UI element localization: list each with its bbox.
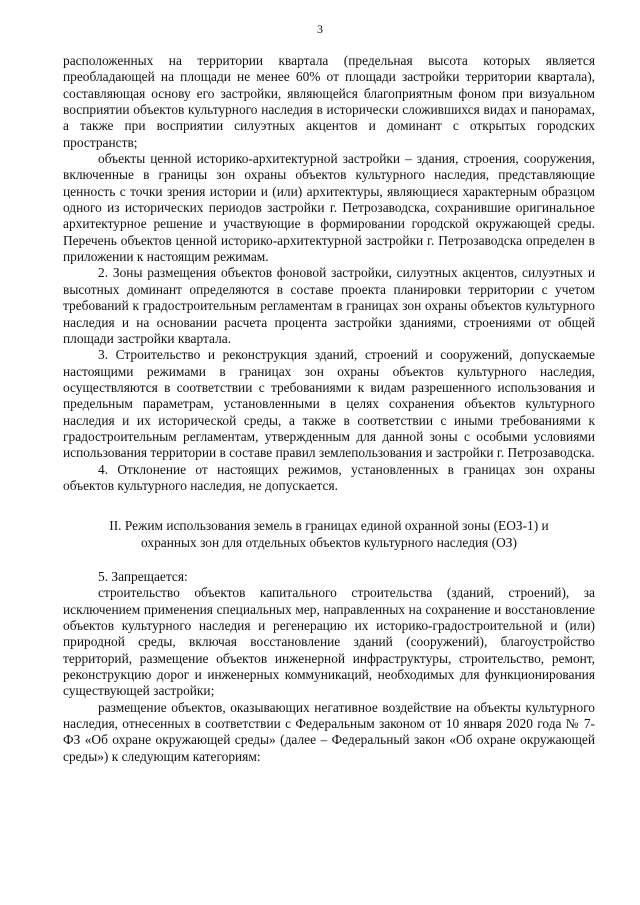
- paragraph-item-5: 5. Запрещается:: [98, 568, 188, 584]
- paragraph-prohibition-placement: размещение объектов, оказывающих негативное воздействие на объекты культурного наследия, отнесенных в соответствии с Федеральным законом от 10 января 2020 года № 7-ФЗ «Об охране окружающей среды» (далее – Федеральный закон «Об охране окружающей среды») к следующим категориям:: [63, 699, 595, 764]
- paragraph-valuable-buildings: объекты ценной историко-архитектурной застройки – здания, строения, сооружения, включенные в границы зон охраны объектов культурного наследия, представляющие ценность с точки зрения истории и (или) архитектуры, являющиеся характерным образцом одного из исторических периодов застройки г. Петрозаводска, сохранившие оригинальное архитектурное решение и участвующие в формировании городской окружающей среды. Перечень объектов ценной историко-архитектурной застройки г. Петрозаводска определен в приложении к настоящим режимам.: [63, 151, 595, 265]
- section-heading-line-2: охранных зон для отдельных объектов культурного наследия (ОЗ): [141, 534, 517, 550]
- section-heading-line-1: II. Режим использования земель в границах единой охранной зоны (ЕОЗ-1) и: [109, 518, 549, 534]
- paragraph-item-3: 3. Строительство и реконструкция зданий, строений и сооружений, допускаемые настоящими режимами в границах зон охраны объектов культурного наследия, осуществляются в соответствии с требованиями к видам разрешенного использования и предельным параметрам, установленными в целях сохранения объектов культурного наследия и их исторической среды, а также в соответствии с иными требованиями к градостроительным регламентам, утвержденным для данной зоны с особыми условиями использования территории в составе правил землепользования и застройки г. Петрозаводска.: [63, 347, 595, 461]
- section-heading: [63, 518, 595, 551]
- paragraph-continuation: расположенных на территории квартала (предельная высота которых является преобладающей на площади не менее 60% от площади застройки территории квартала), составляющая основу его застройки, являющейся благоприятным фоном при визуальном восприятии объектов культурного наследия в исторически сложившихся видах и панорамах, а также при восприятии силуэтных акцентов и доминант с открытых городских пространств;: [63, 53, 595, 150]
- paragraph-item-4: 4. Отклонение от настоящих режимов, установленных в границах зон охраны объектов культурного наследия, не допускается.: [63, 461, 595, 493]
- document-body: [63, 53, 595, 765]
- paragraph-item-2: 2. Зоны размещения объектов фоновой застройки, силуэтных акцентов, силуэтных и высотных доминант определяются в составе проекта планировки территории с учетом требований к градостроительным регламентам в границах зон охраны объектов культурного наследия и на основании расчета процента застройки зданиями, строениями от общей площади застройки квартала.: [63, 265, 595, 346]
- paragraph-prohibition-construction: строительство объектов капитального строительства (зданий, строений), за исключением применения специальных мер, направленных на сохранение и восстановление объектов культурного наследия и регенерацию их историко-градостроительной и (или) природной среды, включая восстановление зданий (сооружений), благоустройство территорий, размещение объектов инженерной инфраструктуры, строительство, ремонт, реконструкцию дорог и инженерных коммуникаций, необходимых для функционирования существующей застройки;: [63, 585, 595, 699]
- page-number: 3: [317, 22, 323, 36]
